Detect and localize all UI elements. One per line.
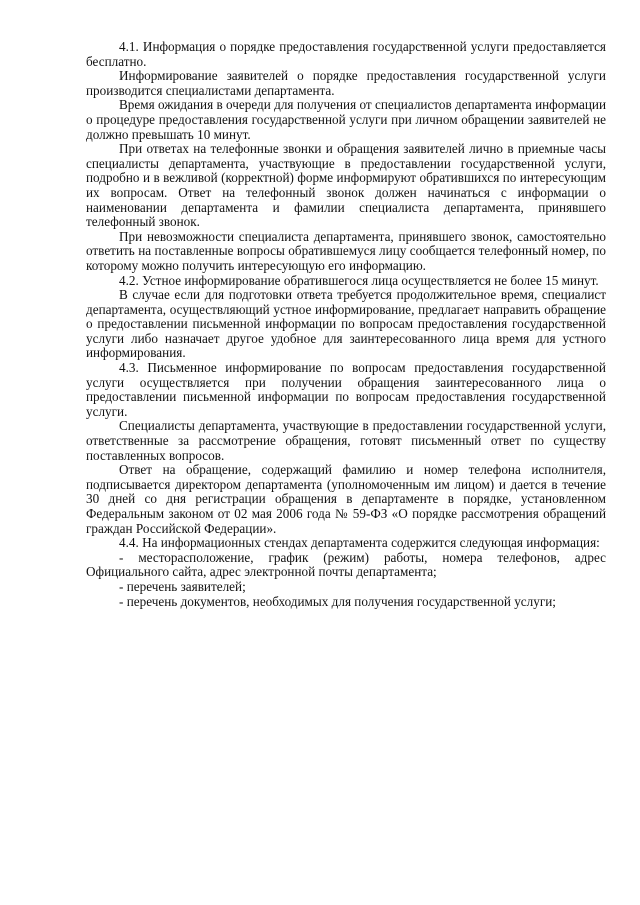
paragraph-4-1: 4.1. Информация о порядке предоставления государственной услуги предоставляется бесплатно. xyxy=(86,39,606,69)
paragraph-waiting-time: Время ожидания в очереди для получения от специалистов департамента информации о процедуре предоставления государственной услуги при личном обращении заявителей не должно превышать 10 минут. xyxy=(86,97,606,142)
paragraph-answer-signature: Ответ на обращение, содержащий фамилию и номер телефона исполнителя, подписывается директором департамента (уполномоченным им лицом) и дается в течение 30 дней со дня регистрации обращения в департаменте в порядке, установленном Федеральным законом от 02 мая 2006 года № 59-ФЗ «О порядке рассмотрения обращений граждан Российской Федерации». xyxy=(86,462,606,536)
list-item-documents: - перечень документов, необходимых для получения государственной услуги; xyxy=(119,593,556,609)
paragraph-impossibility: При невозможности специалиста департамента, принявшего звонок, самостоятельно ответить на поставленные вопросы обратившемуся лицу сообщается телефонный номер, по которому можно получить интересующую его информацию. xyxy=(86,228,606,273)
paragraph-phone-answers: При ответах на телефонные звонки и обращения заявителей лично в приемные часы специалисты департамента, участвующие в предоставлении государственной услуги, подробно и в вежливой (корректной) форме информируют обратившихся по интересующим их вопросам. Ответ на телефонный звонок должен начинаться с информации о наименовании департамента и фамилии специалиста департамента, принявшего телефонный звонок. xyxy=(86,141,606,230)
paragraph-informing-applicants: Информирование заявителей о порядке предоставления государственной услуги производится специалистами департамента. xyxy=(86,68,606,98)
document-page xyxy=(86,40,606,609)
list-item-location: - месторасположение, график (режим) работы, номера телефонов, адрес Официального сайта, адрес электронной почты департамента; xyxy=(86,549,606,580)
list-item-applicants: - перечень заявителей; xyxy=(119,578,246,594)
paragraph-4-4: 4.4. На информационных стендах департамента содержится следующая информация: xyxy=(119,535,600,551)
paragraph-4-2: 4.2. Устное информирование обратившегося лица осуществляется не более 15 минут. xyxy=(119,272,599,288)
paragraph-4-3: 4.3. Письменное информирование по вопросам предоставления государственной услуги осуществляется при получении обращения заинтересованного лица о предоставлении письменной информации по вопросам предоставления государственной услуги. xyxy=(86,360,606,419)
paragraph-long-preparation: В случае если для подготовки ответа требуется продолжительное время, специалист департамента, осуществляющий устное информирование, предлагает направить обращение о предоставлении письменной информации по вопросам предоставления государственной услуги либо назначает другое удобное для заинтересованного лица время для устного информирования. xyxy=(86,287,606,361)
paragraph-specialists: Специалисты департамента, участвующие в предоставлении государственной услуги, ответственные за рассмотрение обращения, готовят письменный ответ по существу поставленных вопросов. xyxy=(86,418,606,463)
